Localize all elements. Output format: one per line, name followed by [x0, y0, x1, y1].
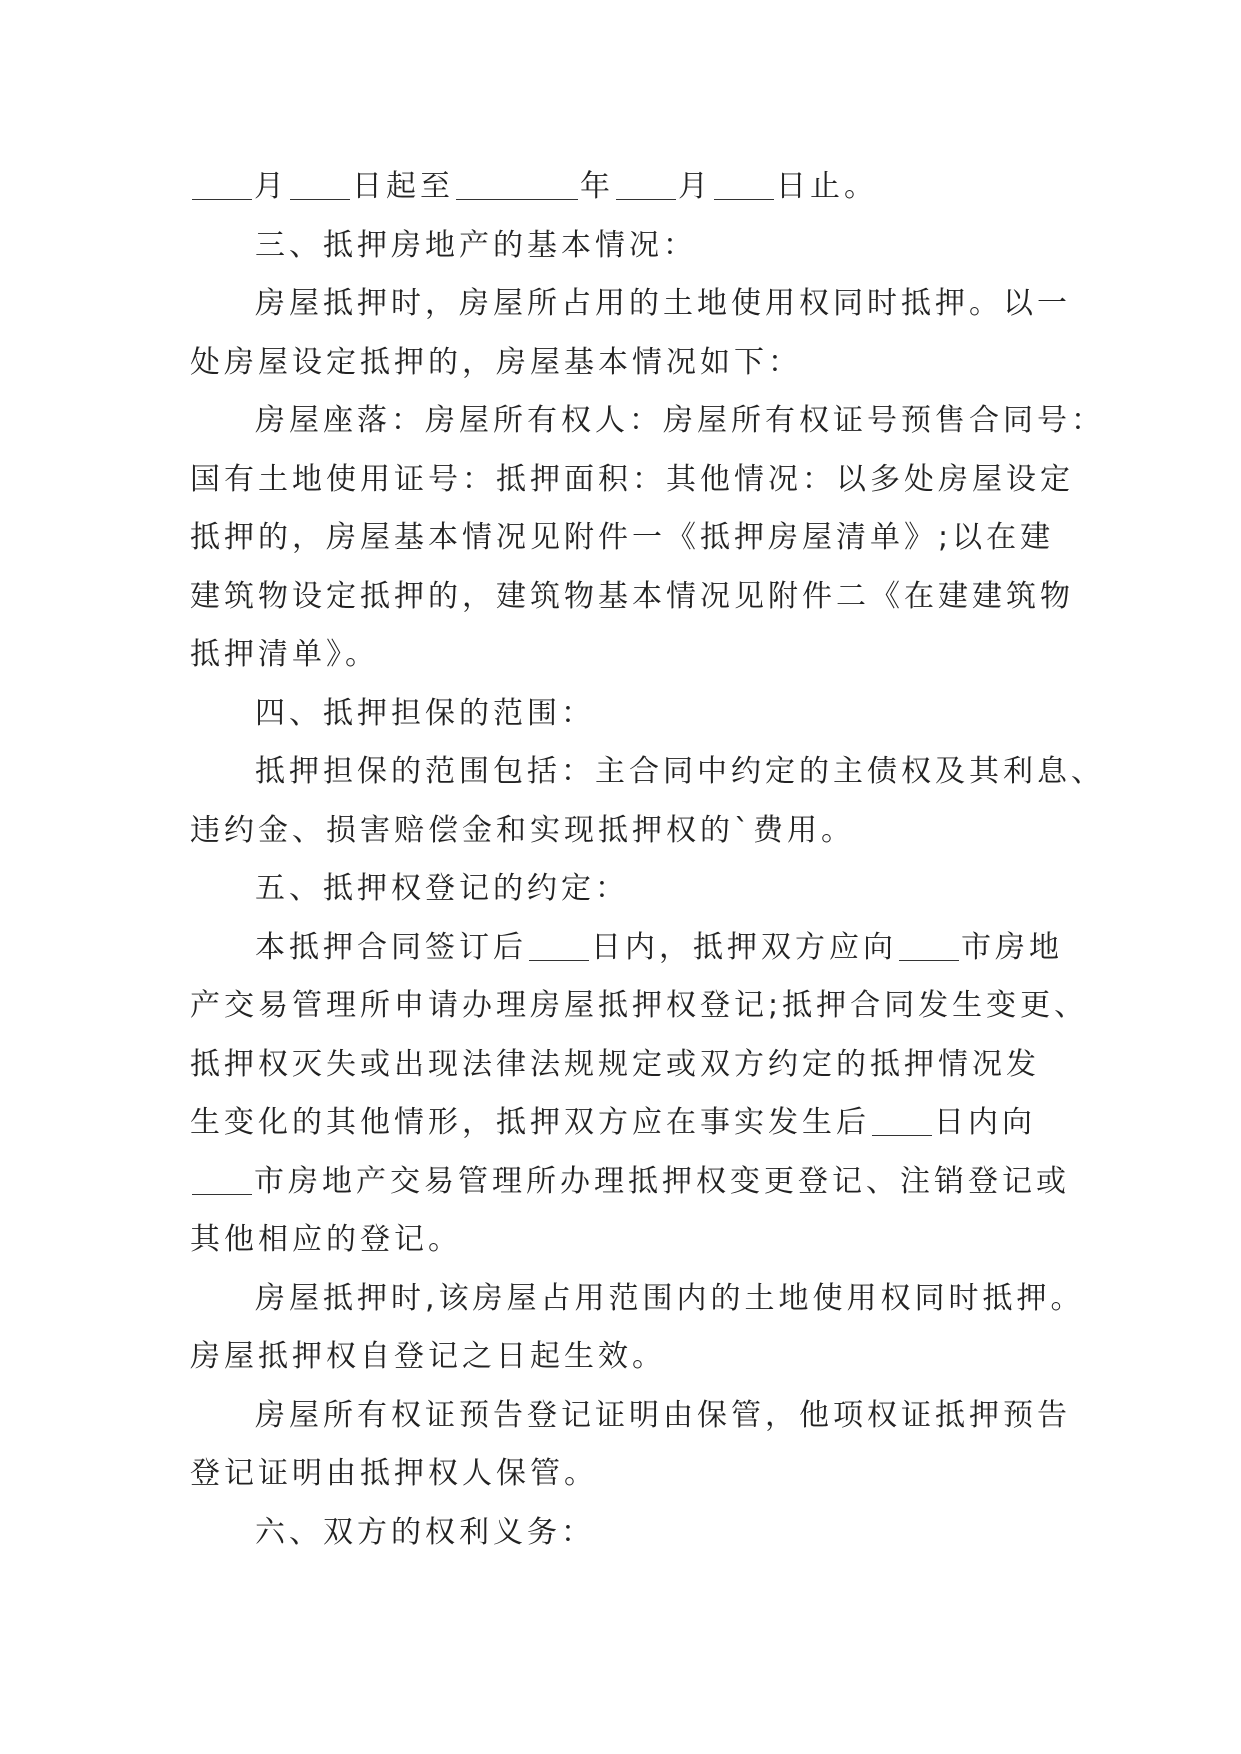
- paragraph-line: 处房屋设定抵押的，房屋基本情况如下：: [190, 344, 802, 380]
- text-fragment: 日止。: [776, 169, 878, 204]
- paragraph-line: [190, 1153, 1070, 1212]
- paragraph-line: 抵押权灭失或出现法律法规规定或双方约定的抵押情况发: [190, 1046, 1040, 1082]
- paragraph-line: 房屋所有权证预告登记证明由保管，他项权证抵押预告: [255, 1397, 1071, 1433]
- paragraph-line: 抵押的，房屋基本情况见附件一《抵押房屋清单》;以在建: [190, 520, 1055, 555]
- text-fragment: 月: [678, 169, 712, 204]
- text-fragment: 市房地: [961, 929, 1063, 965]
- paragraph-line: 房屋抵押权自登记之日起生效。: [190, 1339, 666, 1374]
- fill-blank[interactable]: [456, 169, 578, 200]
- document-body: [190, 158, 1105, 1562]
- paragraph-line: 房屋抵押时,该房屋占用范围内的土地使用权同时抵押。: [255, 1280, 1085, 1316]
- fill-blank[interactable]: [192, 1164, 252, 1195]
- paragraph-line: 国有土地使用证号：抵押面积：其他情况：以多处房屋设定: [190, 461, 1074, 497]
- paragraph-line: 抵押担保的范围包括：主合同中约定的主债权及其利息、: [255, 754, 1105, 789]
- paragraph-line: 抵押清单》。: [190, 637, 379, 672]
- text-fragment: 生变化的其他情形，抵押双方应在事实发生后: [190, 1105, 870, 1140]
- text-fragment: 市房地产交易管理所办理抵押权变更登记、注销登记或: [254, 1163, 1070, 1199]
- text-line: [190, 158, 1050, 217]
- section-heading: 三、抵押房地产的基本情况：: [255, 227, 697, 263]
- paragraph-line: 房屋座落：房屋所有权人：房屋所有权证号预售合同号：: [255, 403, 1105, 438]
- text-fragment: 日起至: [352, 169, 454, 204]
- paragraph-line: 其他相应的登记。: [190, 1222, 462, 1257]
- fill-blank[interactable]: [899, 930, 959, 961]
- fill-blank[interactable]: [616, 169, 676, 200]
- fill-blank[interactable]: [529, 930, 589, 961]
- paragraph-line: [190, 1094, 1050, 1153]
- text-fragment: 日内向: [934, 1105, 1036, 1140]
- section-heading: 六、双方的权利义务：: [255, 1514, 595, 1550]
- paragraph-line: 登记证明由抵押权人保管。: [190, 1456, 598, 1491]
- paragraph-line: 房屋抵押时，房屋所占用的土地使用权同时抵押。以一: [255, 286, 1071, 321]
- text-fragment: 月: [254, 169, 288, 204]
- fill-blank[interactable]: [290, 169, 350, 200]
- section-heading: 四、抵押担保的范围：: [255, 695, 595, 731]
- fill-blank[interactable]: [192, 169, 252, 200]
- section-heading: 五、抵押权登记的约定：: [255, 871, 629, 906]
- fill-blank[interactable]: [872, 1105, 932, 1136]
- paragraph-line: [190, 919, 1063, 978]
- text-fragment: 年: [580, 169, 614, 204]
- paragraph-line: 产交易管理所申请办理房屋抵押权登记;抵押合同发生变更、: [190, 988, 1089, 1023]
- fill-blank[interactable]: [714, 169, 774, 200]
- text-fragment: 本抵押合同签订后: [255, 929, 527, 965]
- paragraph-line: 违约金、损害赔偿金和实现抵押权的`费用。: [190, 812, 855, 848]
- paragraph-line: 建筑物设定抵押的，建筑物基本情况见附件二《在建建筑物: [190, 578, 1074, 614]
- text-fragment: 日内，抵押双方应向: [591, 929, 897, 965]
